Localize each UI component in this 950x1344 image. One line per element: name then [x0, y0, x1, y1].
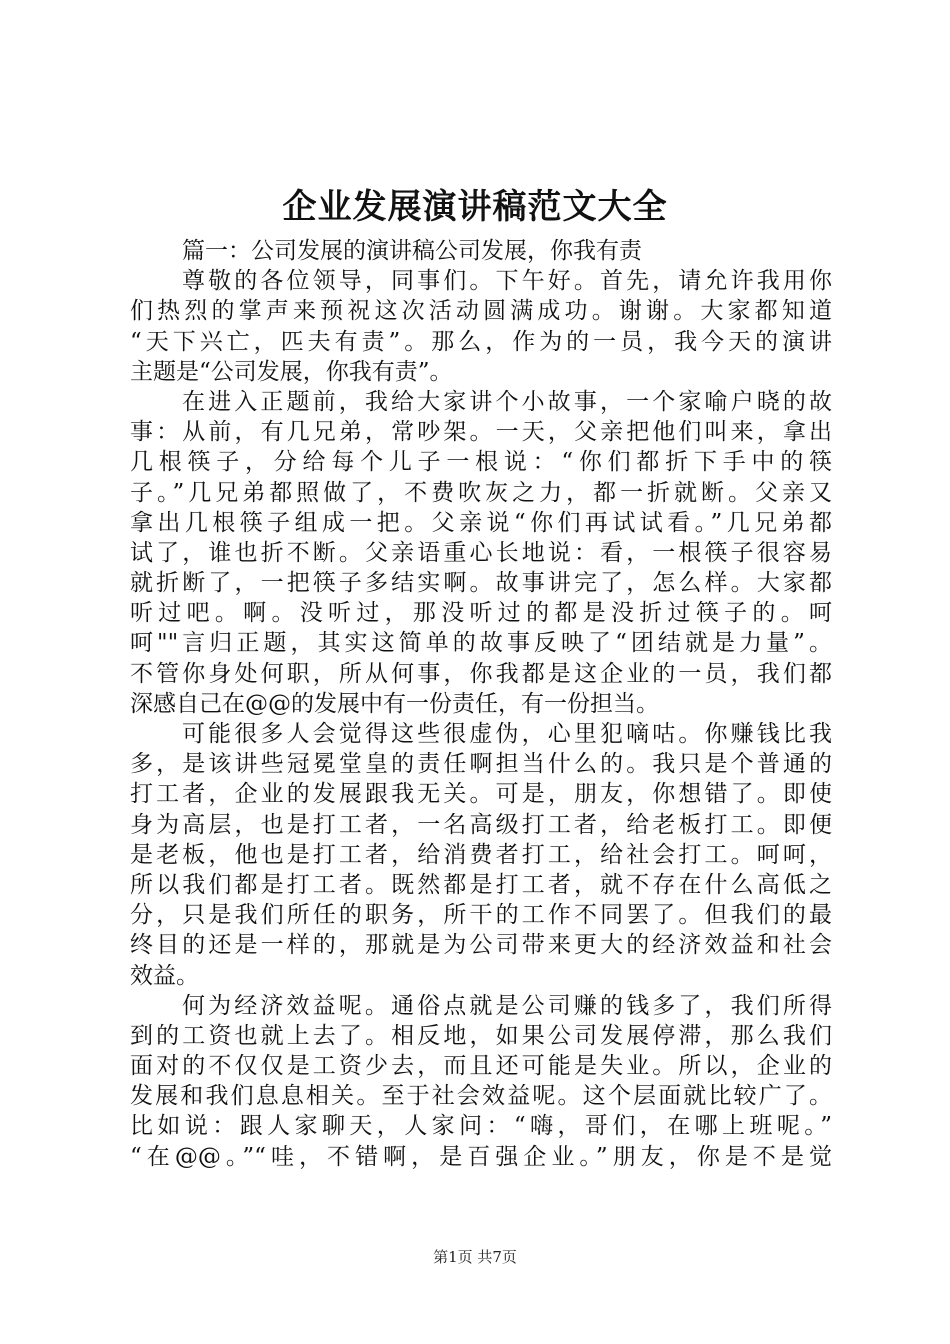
text-line: 所以我们都是打工者。既然都是打工者，就不存在什么高低之: [130, 871, 832, 898]
text-line: “在@@。”“哇，不错啊，是百强企业。”朋友，你是不是觉: [130, 1143, 832, 1170]
text-line: 尊敬的各位领导，同事们。下午好。首先，请允许我用你: [182, 268, 832, 295]
text-line: 到的工资也就上去了。相反地，如果公司发展停滞，那么我们: [130, 1022, 832, 1049]
document-title: 企业发展演讲稿范文大全: [282, 187, 668, 227]
text-line: 比如说：跟人家聊天，人家问：“嗨，哥们，在哪上班呢。”: [130, 1113, 832, 1140]
text-line: 深感自己在@@的发展中有一份责任，有一份担当。: [130, 690, 659, 717]
page-footer: 第1页 共7页: [433, 1248, 517, 1266]
text-line: 发展和我们息息相关。至于社会效益呢。这个层面就比较广了。: [130, 1083, 832, 1110]
text-line: 效益。: [130, 962, 199, 989]
text-line: 可能很多人会觉得这些很虚伪，心里犯嘀咕。你赚钱比我: [182, 721, 832, 747]
text-line: 不管你身处何职，所从何事，你我都是这企业的一员，我们都: [130, 660, 832, 687]
text-line: 听过吧。啊。没听过，那没听过的都是没折过筷子的。呵: [130, 600, 832, 627]
text-line: 终目的还是一样的，那就是为公司带来更大的经济效益和社会: [130, 932, 832, 959]
text-line: 何为经济效益呢。通俗点就是公司赚的钱多了，我们所得: [182, 992, 832, 1019]
text-line: 主题是“公司发展，你我有责”。: [130, 358, 453, 385]
text-line: 子。”几兄弟都照做了，不费吹灰之力，都一折就断。父亲又: [130, 479, 832, 506]
text-line: 面对的不仅仅是工资少去，而且还可能是失业。所以，企业的: [130, 1053, 832, 1080]
text-line: 身为高层，也是打工者，一名高级打工者，给老板打工。即便: [130, 811, 832, 838]
text-line: 几根筷子，分给每个儿子一根说：“你们都折下手中的筷: [130, 449, 832, 476]
text-line: 事：从前，有几兄弟，常吵架。一天，父亲把他们叫来，拿出: [130, 419, 832, 446]
text-line: 们热烈的掌声来预祝这次活动圆满成功。谢谢。大家都知道: [130, 298, 832, 325]
text-line: 分，只是我们所任的职务，所干的工作不同罢了。但我们的最: [130, 902, 832, 929]
text-line: 打工者，企业的发展跟我无关。可是，朋友，你想错了。即使: [130, 781, 832, 808]
text-line: 在进入正题前，我给大家讲个小故事，一个家喻户晓的故: [182, 388, 832, 415]
text-line: 呵""言归正题，其实这简单的故事反映了“团结就是力量”。: [130, 630, 832, 657]
text-line: “天下兴亡，匹夫有责”。那么，作为的一员，我今天的演讲: [130, 328, 832, 355]
text-line: 多，是该讲些冠冕堂皇的责任啊担当什么的。我只是个普通的: [130, 751, 832, 778]
document-body: [130, 236, 832, 1172]
text-line: 拿出几根筷子组成一把。父亲说“你们再试试看。”几兄弟都: [130, 509, 832, 536]
text-line: 就折断了，一把筷子多结实啊。故事讲完了，怎么样。大家都: [130, 570, 832, 597]
text-line: 篇一：公司发展的演讲稿公司发展，你我有责: [182, 238, 642, 264]
text-line: 是老板，他也是打工者，给消费者打工，给社会打工。呵呵，: [130, 841, 832, 868]
text-line: 试了，谁也折不断。父亲语重心长地说：看，一根筷子很容易: [130, 539, 832, 566]
